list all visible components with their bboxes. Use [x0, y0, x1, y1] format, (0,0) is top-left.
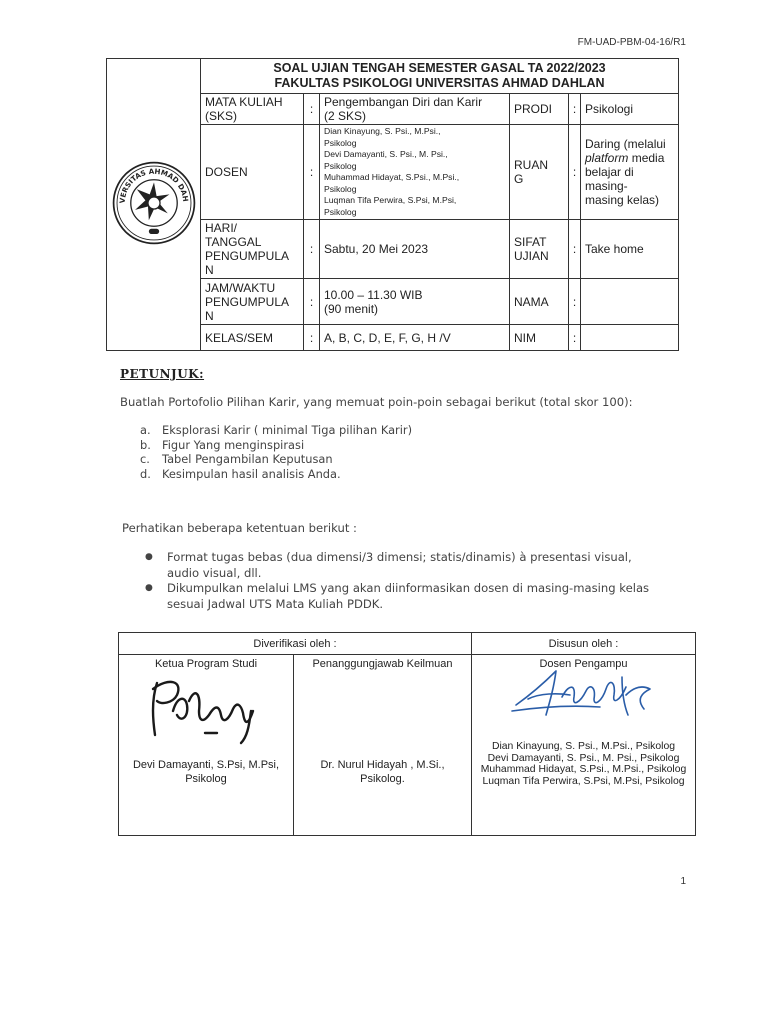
- list-marker: b.: [140, 437, 151, 452]
- nim-value[interactable]: [581, 325, 679, 351]
- dosen-pengampu-names: [472, 741, 695, 788]
- kaprodi-name-line: Psikolog: [185, 773, 227, 785]
- bullet-icon: ●: [145, 583, 153, 593]
- mata-kuliah-value: [320, 94, 510, 125]
- list-item-text: Figur Yang menginspirasi: [162, 437, 305, 452]
- ketentuan-list: [145, 550, 685, 612]
- exam-title: [201, 59, 679, 94]
- list-item: [140, 438, 412, 453]
- list-marker: a.: [140, 423, 151, 437]
- dosen-line: Muhammad Hidayat, S.Psi., M.Psi.,: [324, 172, 460, 182]
- list-item: [140, 452, 412, 467]
- mata-kuliah-sks: (2 SKS): [324, 109, 367, 123]
- colon: :: [304, 94, 320, 125]
- university-logo-cell: [107, 59, 201, 351]
- disusun-header: Disusun oleh :: [472, 633, 696, 655]
- ruang-value-line: belajar di: [585, 165, 634, 179]
- list-item-text: [167, 550, 632, 581]
- exam-header-table: [106, 58, 679, 351]
- media-text: media: [628, 151, 665, 165]
- nama-value[interactable]: [581, 279, 679, 325]
- sifat-value: Take home: [581, 220, 679, 279]
- kaprodi-cell: [119, 655, 294, 836]
- colon: :: [304, 279, 320, 325]
- dosen-line: Dian Kinayung, S. Psi., M.Psi.,: [324, 126, 441, 136]
- nama-label: NAMA: [510, 279, 569, 325]
- hari-label: [201, 220, 304, 279]
- colon: :: [569, 94, 581, 125]
- dosen-name: Muhammad Hidayat, S.Psi., M.Psi., Psikolog: [480, 764, 687, 776]
- kaprodi-role: Ketua Program Studi: [154, 658, 258, 670]
- dosen-line: Psikolog: [324, 160, 357, 171]
- dosen-pengampu-cell: [472, 655, 696, 836]
- platform-italic: platform: [585, 151, 629, 165]
- page-number: 1: [680, 876, 686, 887]
- list-item-text: Tabel Pengambilan Keputusan: [162, 452, 333, 467]
- kelas-value: A, B, C, D, E, F, G, H /V: [320, 325, 510, 351]
- list-item: [140, 467, 412, 482]
- colon: :: [304, 220, 320, 279]
- dosen-line: Psikolog: [324, 183, 357, 194]
- list-item-text: Eksplorasi Karir ( minimal Tiga pilihan Karir): [162, 423, 413, 437]
- hari-label-line: HARI/: [205, 221, 238, 235]
- ruang-value: [581, 125, 679, 220]
- diverifikasi-header: Diverifikasi oleh :: [119, 633, 472, 655]
- instruction-intro: Buatlah Portofolio Pilihan Karir, yang memuat poin-poin sebagai berikut (total skor 100):: [120, 395, 633, 409]
- prodi-value: Psikologi: [581, 94, 679, 125]
- bullet-icon: ●: [145, 552, 153, 562]
- ruang-value-line: masing-: [585, 179, 628, 193]
- list-marker: c.: [140, 452, 150, 467]
- dosen-line: Psikolog: [324, 137, 357, 148]
- colon: :: [569, 125, 581, 220]
- sifat-label-line: SIFAT: [514, 235, 547, 249]
- ruang-value-line: masing kelas): [585, 193, 660, 207]
- dosen-label: DOSEN: [201, 125, 304, 220]
- jam-value-line: 10.00 – 11.30 WIB: [324, 287, 423, 302]
- penanggungjawab-role: Penanggungjawab Keilmuan: [312, 658, 453, 670]
- colon: :: [304, 325, 320, 351]
- kaprodi-name-line: Devi Damayanti, S.Psi, M.Psi,: [132, 759, 280, 771]
- ruang-value-line: [585, 151, 674, 165]
- signature-table: [118, 632, 696, 836]
- bullet-line: sesuai Jadwal UTS Mata Kuliah PDDK.: [167, 596, 384, 611]
- prodi-label: PRODI: [510, 94, 569, 125]
- ketentuan-heading: Perhatikan beberapa ketentuan berikut :: [122, 521, 357, 535]
- dosen-pengampu-role: Dosen Pengampu: [539, 658, 628, 670]
- kaprodi-signature-icon: [143, 671, 273, 751]
- dosen-name: Devi Damayanti, S. Psi., M. Psi., Psikolog: [487, 752, 680, 764]
- ruang-value-line: Daring (melalui: [585, 137, 666, 151]
- colon: :: [569, 325, 581, 351]
- penanggungjawab-name-line: Dr. Nurul Hidayah , M.Si.,: [320, 759, 445, 771]
- jam-label-line: JAM/WAKTU: [205, 280, 276, 295]
- jam-value: [320, 279, 510, 325]
- kaprodi-name: [119, 758, 293, 786]
- bullet-line: audio visual, dll.: [167, 565, 262, 580]
- dosen-list: [320, 125, 510, 220]
- dosen-signature-icon: [510, 665, 660, 721]
- kelas-label: KELAS/SEM: [201, 325, 304, 351]
- university-logo-icon: [111, 160, 197, 246]
- colon: :: [304, 125, 320, 220]
- list-item-text: [167, 581, 649, 612]
- list-item-text: Kesimpulan hasil analisis Anda.: [162, 466, 341, 481]
- colon: :: [569, 220, 581, 279]
- bullet-line: Dikumpulkan melalui LMS yang akan diinformasikan dosen di masing-masing kelas: [167, 581, 650, 595]
- penanggungjawab-name-line: Psikolog.: [360, 773, 405, 785]
- ruang-label-line: RUAN: [514, 158, 549, 172]
- penanggungjawab-name: [294, 758, 471, 786]
- portfolio-points-list: [140, 423, 412, 481]
- hari-value: Sabtu, 20 Mei 2023: [320, 220, 510, 279]
- colon: :: [569, 279, 581, 325]
- hari-label-line: N: [205, 263, 214, 277]
- dosen-name: Luqman Tifa Perwira, S.Psi, M.Psi, Psikolog: [482, 776, 685, 788]
- list-marker: d.: [140, 466, 151, 481]
- petunjuk-heading: PETUNJUK:: [120, 367, 205, 381]
- form-code: FM-UAD-PBM-04-16/R1: [577, 37, 686, 48]
- dosen-name: Dian Kinayung, S. Psi., M.Psi., Psikolog: [491, 741, 676, 752]
- ruang-label: [510, 125, 569, 220]
- list-item: [145, 581, 685, 612]
- jam-label: [201, 279, 304, 325]
- dosen-line: Luqman Tifa Perwira, S.Psi, M.Psi,: [324, 195, 457, 205]
- sifat-label-line: UJIAN: [514, 249, 549, 263]
- mata-kuliah-label: MATA KULIAH (SKS): [201, 94, 304, 125]
- dosen-line: Psikolog: [324, 206, 357, 217]
- jam-label-line: N: [205, 308, 214, 323]
- mata-kuliah-name: Pengembangan Diri dan Karir: [324, 95, 483, 109]
- jam-value-line: (90 menit): [324, 301, 379, 316]
- title-line-1: SOAL UJIAN TENGAH SEMESTER GASAL TA 2022/2023: [273, 61, 606, 75]
- title-line-2: FAKULTAS PSIKOLOGI UNIVERSITAS AHMAD DAHLAN: [274, 76, 605, 90]
- hari-label-line: PENGUMPULA: [205, 249, 290, 263]
- penanggungjawab-cell: [294, 655, 472, 836]
- dosen-line: Devi Damayanti, S. Psi., M. Psi.,: [324, 149, 448, 159]
- sifat-label: [510, 220, 569, 279]
- nim-label: NIM: [510, 325, 569, 351]
- list-item: [140, 423, 412, 438]
- list-item: [145, 550, 685, 581]
- bullet-line: Format tugas bebas (dua dimensi/3 dimensi; statis/dinamis) à presentasi visual,: [167, 550, 632, 564]
- hari-label-line: TANGGAL: [205, 235, 262, 249]
- ruang-label-line: G: [514, 172, 524, 186]
- logo-arc-text: VERSITAS AHMAD DAH: [117, 166, 190, 204]
- jam-label-line: PENGUMPULA: [205, 294, 290, 309]
